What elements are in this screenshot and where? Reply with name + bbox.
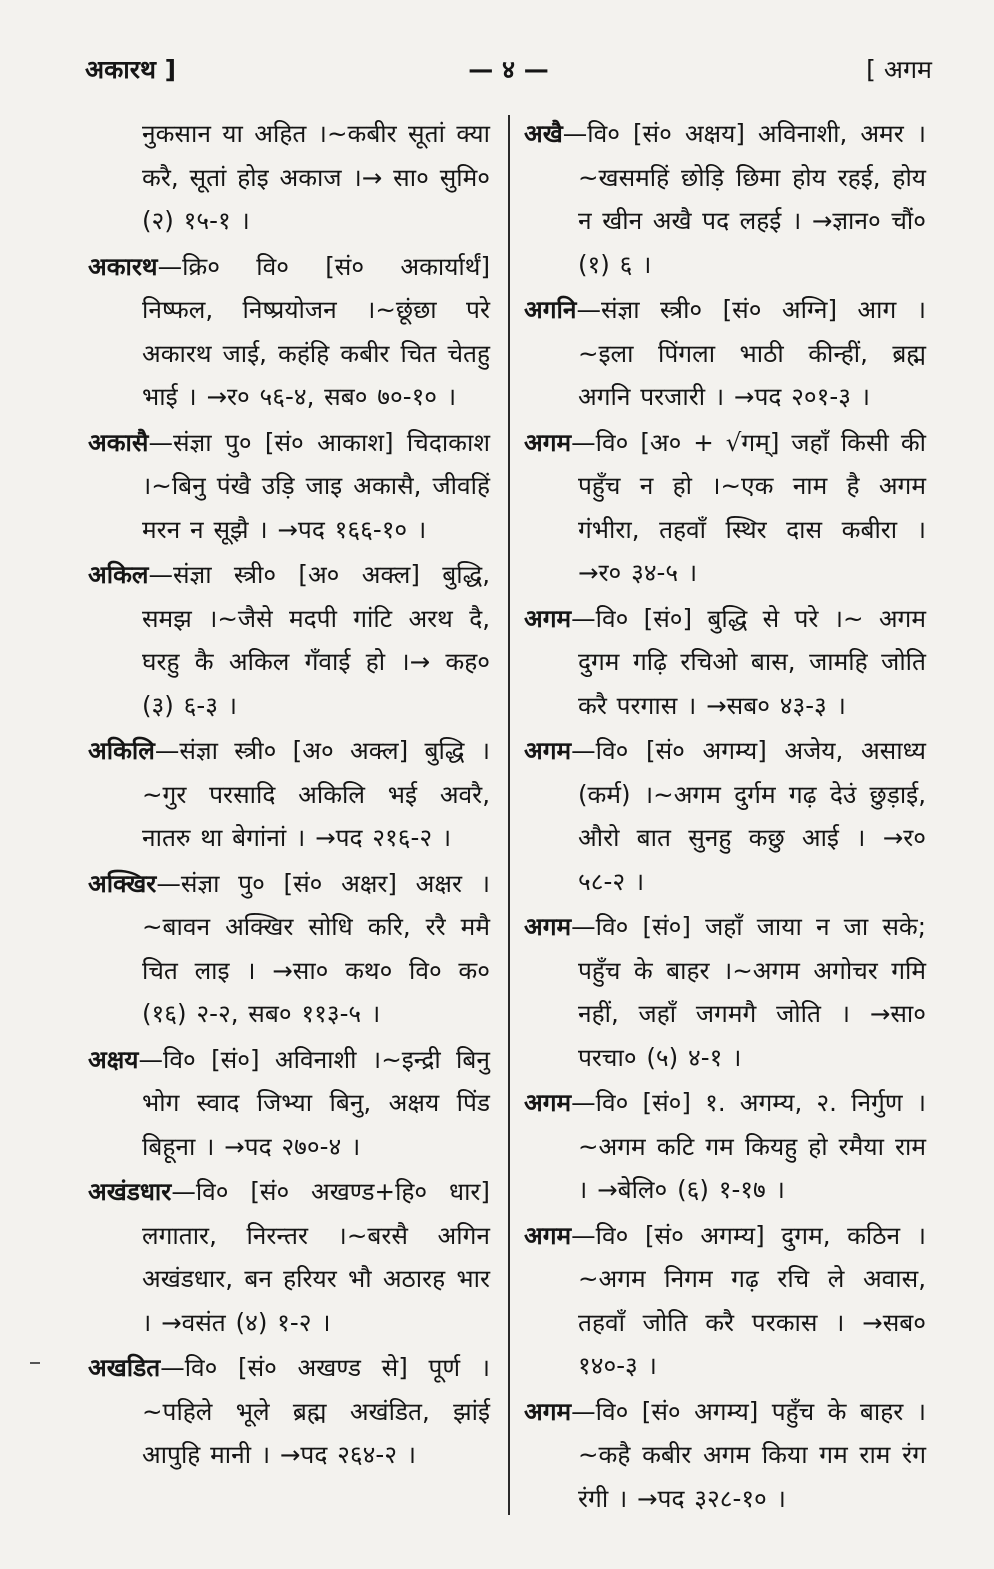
entry-headword: अगम bbox=[524, 427, 572, 457]
entry-definition: —वि० [सं० अखण्ड से] पूर्ण । ~पहिले भूले ब्रह्म अखंडित, झांई आपुहि मानी । →पद २६४-२ । bbox=[142, 1353, 490, 1469]
entry-headword: अगम bbox=[524, 1220, 572, 1250]
dictionary-entry bbox=[88, 421, 490, 552]
dictionary-entry bbox=[524, 112, 926, 286]
dictionary-entry bbox=[88, 112, 490, 243]
entry-definition: —संज्ञा पु० [सं० अक्षर] अक्षर । ~बावन अक्खिर सोधि करि, ररै ममै चित लाइ । →सा० कथ० वि० क० (१६) २-२, सब० ११३-५ । bbox=[142, 868, 490, 1028]
entry-headword: अगम bbox=[524, 736, 572, 765]
entry-headword: अखंडधार bbox=[88, 1177, 172, 1206]
dictionary-entry bbox=[524, 905, 926, 1079]
entry-headword: अखडित bbox=[88, 1353, 161, 1382]
header-left-guideword: अकारथ ] bbox=[85, 55, 177, 84]
entry-headword: अक्षय bbox=[88, 1044, 139, 1074]
entry-headword: अकिल bbox=[88, 560, 149, 589]
entry-headword: अकारथ bbox=[88, 251, 158, 281]
entry-headword: अकिलि bbox=[88, 736, 155, 765]
dictionary-entry bbox=[88, 1170, 490, 1344]
entry-definition: —क्रि० वि० [सं० अकार्यार्थं] निष्फल, निष्प्रयोजन ।~छूंछा परे अकारथ जाई, कहंहि कबीर चित चेतहु भाई । →र० ५६-४, सब० ७०-१० । bbox=[142, 251, 490, 411]
entry-definition: —वि० [सं० अखण्ड+हि० धार] लगातार, निरन्तर ।~बरसै अगिन अखंडधार, बन हरियर भौ अठारह भार । →वसंत (४) १-२ । bbox=[142, 1177, 490, 1337]
page-header bbox=[85, 44, 932, 94]
entry-definition: —वि० [सं० अगम्य] दुगम, कठिन । ~अगम निगम गढ़ रचि ले अवास, तहवाँ जोति करै परकास । →सब० १४०-३ । bbox=[571, 1220, 926, 1380]
entry-headword: अगम bbox=[524, 1396, 572, 1426]
entry-definition: नुकसान या अहित ।~कबीर सूतां क्या करै, सूतां होइ अकाज ।→ सा० सुमि० (२) १५-१ । bbox=[142, 119, 490, 235]
dictionary-entry bbox=[524, 1390, 926, 1521]
dictionary-entry bbox=[524, 597, 926, 728]
dictionary-entry bbox=[524, 1214, 926, 1388]
header-right-guideword: [ अगम bbox=[866, 55, 932, 84]
dictionary-entry bbox=[524, 288, 926, 419]
left-column bbox=[88, 112, 490, 1479]
entry-definition: —संज्ञा स्त्री० [अ० अक्ल] बुद्धि । ~गुर परसादि अकिलि भई अवरै, नातरु था बेगांनां । →पद २१६-२ । bbox=[142, 736, 490, 852]
entry-headword: अखै bbox=[524, 119, 563, 148]
entry-definition: —वि० [सं० अगम्य] पहुँच के बाहर । ~कहै कबीर अगम किया गम राम रंग रंगी । →पद ३२८-१० । bbox=[571, 1396, 926, 1513]
entry-definition: —वि० [सं०] बुद्धि से परे ।~ अगम दुगम गढ़ि रचिओ बास, जामहि जोति करै परगास । →सब० ४३-३ । bbox=[571, 603, 926, 720]
entry-headword: अकासै bbox=[88, 427, 149, 457]
dictionary-entry bbox=[524, 729, 926, 903]
entry-definition: —वि० [सं०] १. अगम्य, २. निर्गुण । ~अगम कटि गम कियहु हो रमैया राम । →बेलि० (६) १-१७ । bbox=[571, 1088, 926, 1204]
dictionary-entry bbox=[88, 245, 490, 419]
dictionary-entry bbox=[524, 421, 926, 595]
page-number: — ४ — bbox=[468, 55, 549, 84]
right-column bbox=[524, 112, 926, 1522]
dictionary-entry bbox=[88, 553, 490, 727]
dictionary-entry bbox=[88, 1346, 490, 1477]
entry-definition: —संज्ञा स्त्री० [सं० अग्नि] आग । ~इला पिंगला भाठी कीन्हीं, ब्रह्म अगनि परजारी । →पद २०१-३ । bbox=[576, 295, 926, 411]
entry-definition: —वि० [सं०] जहाँ जाया न जा सके; पहुँच के बाहर ।~अगम अगोचर गमि नहीं, जहाँ जगमगै जोति । →सा० परचा० (५) ४-१ । bbox=[571, 912, 926, 1072]
column-divider bbox=[508, 115, 510, 1515]
dictionary-entry bbox=[88, 1038, 490, 1169]
margin-mark bbox=[30, 1362, 40, 1364]
entry-definition: —संज्ञा पु० [सं० आकाश] चिदाकाश ।~बिनु पंखै उड़ि जाइ अकासै, जीवहिं मरन न सूझै । →पद १६६-१० । bbox=[142, 427, 490, 544]
entry-headword: अगनि bbox=[524, 295, 577, 324]
entry-headword: अगम bbox=[524, 1088, 572, 1117]
entry-definition: —वि० [अ० + √गम्] जहाँ किसी की पहुँच न हो ।~एक नाम है अगम गंभीरा, तहवाँ स्थिर दास कबीरा । →र० ३४-५ । bbox=[571, 427, 926, 587]
entry-definition: —वि० [सं०] अविनाशी ।~इन्द्री बिनु भोग स्वाद जिभ्या बिनु, अक्षय पिंड बिहूना । →पद २७०-४ । bbox=[138, 1044, 490, 1161]
entry-headword: अगम bbox=[524, 603, 572, 633]
entry-definition: —वि० [सं० अगम्य] अजेय, असाध्य (कर्म) ।~अगम दुर्गम गढ़ देउं छुड़ाई, औरो बात सुनहु कछु आई । →र० ५८-२ । bbox=[571, 736, 926, 896]
entry-headword: अक्खिर bbox=[88, 868, 157, 898]
entry-headword: अगम bbox=[524, 912, 572, 941]
dictionary-entry bbox=[524, 1081, 926, 1212]
dictionary-entry bbox=[88, 862, 490, 1036]
entry-definition: —वि० [सं० अक्षय] अविनाशी, अमर ।~खसमहिं छोड़ि छिमा होय रहई, होय न खीन अखै पद लहई । →ज्ञान० चौं० (१) ६ । bbox=[562, 119, 926, 279]
entry-definition: —संज्ञा स्त्री० [अ० अक्ल] बुद्धि, समझ ।~जैसे मदपी गांटि अरथ दै, घरहु कै अकिल गँवाई हो ।→ कह० (३) ६-३ । bbox=[142, 560, 490, 720]
dictionary-entry bbox=[88, 729, 490, 860]
